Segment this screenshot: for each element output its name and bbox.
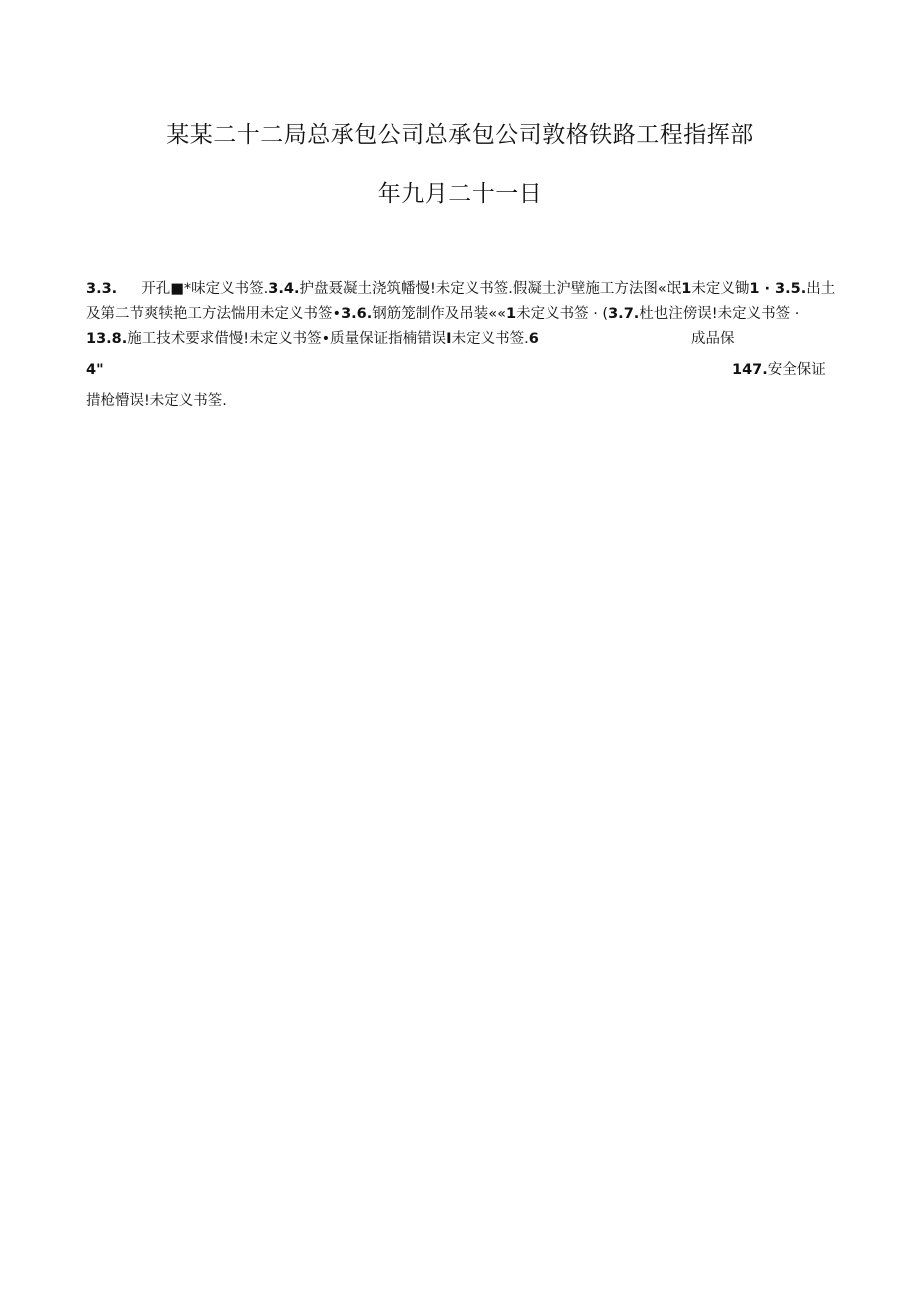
toc-number: 4" — [86, 362, 104, 378]
toc-row-1 — [86, 277, 834, 302]
toc-number: 3.6. — [341, 306, 373, 322]
toc-entry: 开孔■*味定义书签. — [141, 281, 269, 297]
toc-row-3 — [86, 327, 834, 352]
table-of-contents — [86, 277, 834, 414]
toc-entry: 成品保 — [691, 331, 735, 347]
toc-number: 1 · 3.5. — [749, 281, 807, 297]
toc-entry: 护盘聂凝土浇筑幡慢!未定义书签.假凝土沪壁施工方法图«氓 — [299, 281, 682, 297]
toc-entry: 未定义锄 — [691, 281, 750, 297]
toc-entry: 及第二节爽犊艳工方法惴用未定义书签• — [86, 306, 342, 322]
toc-row-5 — [86, 389, 834, 414]
date-line: 年九月二十一日 — [377, 181, 543, 207]
toc-entry: 钢筋笼制作及吊装«« — [372, 306, 507, 322]
toc-row-4 — [86, 358, 834, 383]
toc-number: 6 — [528, 331, 539, 347]
toc-number: 3.3. — [86, 281, 118, 297]
organization-title: 某某二十二局总承包公司总承包公司敦格铁路工程指挥部 — [166, 122, 754, 148]
toc-number: 3.4. — [268, 281, 300, 297]
toc-number: 3.7. — [608, 306, 640, 322]
toc-entry: 施工技术要求借慢!未定义书签•质量保证指楠错误 — [127, 331, 447, 347]
toc-number: I — [446, 331, 452, 347]
toc-number: 147. — [732, 362, 768, 378]
toc-entry: 未定义书签. — [451, 331, 529, 347]
toc-entry: 出土 — [806, 281, 836, 297]
toc-row-2 — [86, 302, 834, 327]
toc-entry: 杜也注傍误!未定义书签 · — [639, 306, 800, 322]
toc-entry: 措枪懵误!未定义书筌. — [86, 393, 227, 409]
toc-number: 1 — [681, 281, 692, 297]
toc-entry: 安全保证 — [767, 362, 826, 378]
toc-entry: 未定义书签 · ( — [516, 306, 609, 322]
toc-number: 1 — [506, 306, 517, 322]
toc-number: 13.8. — [86, 331, 128, 347]
toc-entry-group — [732, 358, 826, 383]
